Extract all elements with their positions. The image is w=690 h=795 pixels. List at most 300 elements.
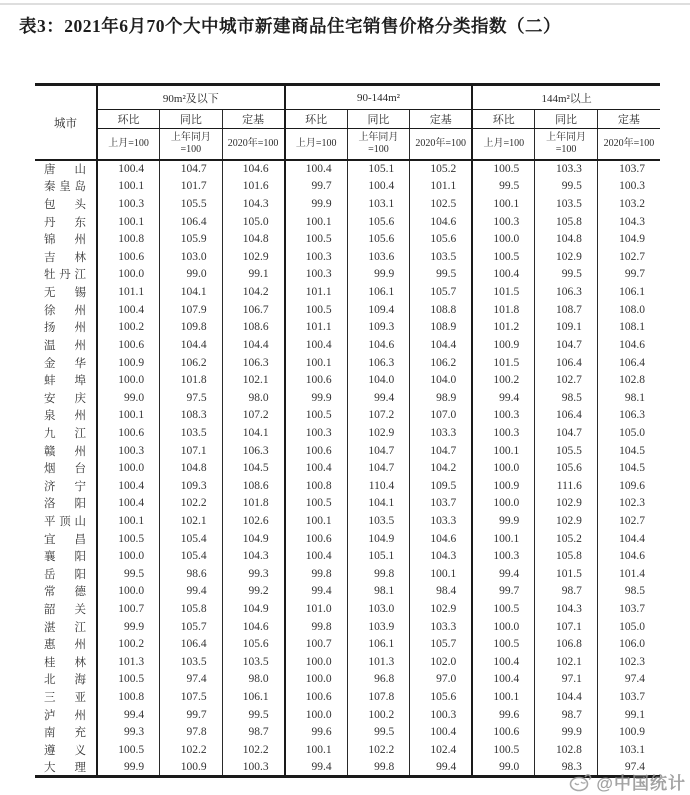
value-cell: 98.9 <box>410 389 473 407</box>
value-cell: 100.6 <box>97 424 160 442</box>
value-cell: 104.6 <box>222 618 285 636</box>
value-cell: 99.9 <box>285 195 348 213</box>
header-base-2020: 2020年=100 <box>410 129 473 161</box>
value-cell: 107.5 <box>160 688 223 706</box>
watermark <box>568 769 686 794</box>
header-base-prev-year: 上年同月=100 <box>535 129 598 161</box>
value-cell: 105.1 <box>347 547 410 565</box>
table-row <box>35 336 660 354</box>
value-cell: 100.9 <box>597 724 660 742</box>
value-cell: 104.8 <box>222 230 285 248</box>
table-row <box>35 283 660 301</box>
value-cell: 102.1 <box>160 512 223 530</box>
table-header <box>35 85 660 161</box>
city-cell: 岳 阳 <box>44 568 87 581</box>
value-cell: 105.9 <box>160 230 223 248</box>
table-row <box>35 407 660 425</box>
value-cell: 110.4 <box>347 477 410 495</box>
value-cell: 104.9 <box>222 530 285 548</box>
value-cell: 100.0 <box>472 459 535 477</box>
value-cell: 104.4 <box>535 688 598 706</box>
value-cell: 99.9 <box>97 759 160 777</box>
price-index-table <box>35 83 660 778</box>
value-cell: 100.6 <box>285 442 348 460</box>
value-cell: 105.1 <box>347 160 410 178</box>
value-cell: 100.3 <box>472 407 535 425</box>
value-cell: 100.3 <box>285 248 348 266</box>
value-cell: 100.1 <box>97 178 160 196</box>
city-cell: 九 江 <box>44 427 87 440</box>
value-cell: 105.0 <box>597 424 660 442</box>
value-cell: 103.3 <box>410 512 473 530</box>
table-row <box>35 160 660 178</box>
value-cell: 106.0 <box>597 635 660 653</box>
value-cell: 106.2 <box>410 354 473 372</box>
table-row <box>35 195 660 213</box>
value-cell: 98.0 <box>222 671 285 689</box>
city-cell: 遵 义 <box>44 744 87 757</box>
value-cell: 99.0 <box>160 266 223 284</box>
value-cell: 97.8 <box>160 724 223 742</box>
value-cell: 102.8 <box>535 741 598 759</box>
value-cell: 102.9 <box>535 495 598 513</box>
value-cell: 101.8 <box>222 495 285 513</box>
value-cell: 100.5 <box>472 160 535 178</box>
city-cell: 吉 林 <box>44 251 87 264</box>
value-cell: 99.7 <box>160 706 223 724</box>
value-cell: 97.4 <box>597 759 660 777</box>
value-cell: 99.6 <box>285 724 348 742</box>
value-cell: 99.9 <box>472 512 535 530</box>
value-cell: 107.1 <box>535 618 598 636</box>
value-cell: 101.5 <box>472 283 535 301</box>
value-cell: 100.0 <box>97 547 160 565</box>
value-cell: 106.1 <box>222 688 285 706</box>
value-cell: 100.6 <box>97 336 160 354</box>
value-cell: 100.1 <box>472 442 535 460</box>
header-fixed-base: 定基 <box>597 110 660 129</box>
value-cell: 104.4 <box>597 530 660 548</box>
value-cell: 100.0 <box>472 230 535 248</box>
value-cell: 109.4 <box>347 301 410 319</box>
value-cell: 104.3 <box>222 195 285 213</box>
header-base-prev-month: 上月=100 <box>472 129 535 161</box>
city-cell: 包 头 <box>44 199 87 212</box>
value-cell: 100.7 <box>285 635 348 653</box>
top-divider <box>0 3 690 5</box>
value-cell: 106.3 <box>535 283 598 301</box>
value-cell: 106.1 <box>597 283 660 301</box>
city-cell: 桂 林 <box>44 656 87 669</box>
value-cell: 100.5 <box>472 248 535 266</box>
value-cell: 98.5 <box>597 583 660 601</box>
value-cell: 100.5 <box>285 495 348 513</box>
value-cell: 104.6 <box>222 160 285 178</box>
value-cell: 108.0 <box>597 301 660 319</box>
value-cell: 99.9 <box>97 618 160 636</box>
value-cell: 100.8 <box>97 688 160 706</box>
value-cell: 105.6 <box>222 635 285 653</box>
header-subrow <box>35 110 660 129</box>
value-cell: 103.9 <box>347 618 410 636</box>
value-cell: 101.3 <box>347 653 410 671</box>
table-row <box>35 178 660 196</box>
table-row <box>35 706 660 724</box>
value-cell: 100.1 <box>472 195 535 213</box>
city-cell: 三 亚 <box>44 692 87 705</box>
value-cell: 105.6 <box>347 213 410 231</box>
value-cell: 100.0 <box>97 371 160 389</box>
value-cell: 100.1 <box>97 407 160 425</box>
table-row <box>35 759 660 777</box>
value-cell: 101.4 <box>597 565 660 583</box>
value-cell: 105.2 <box>535 530 598 548</box>
city-cell: 唐 山 <box>44 164 87 177</box>
value-cell: 99.5 <box>222 706 285 724</box>
value-cell: 100.6 <box>285 371 348 389</box>
value-cell: 101.3 <box>97 653 160 671</box>
value-cell: 100.3 <box>97 442 160 460</box>
value-cell: 106.1 <box>347 283 410 301</box>
value-cell: 99.1 <box>222 266 285 284</box>
value-cell: 101.2 <box>472 318 535 336</box>
value-cell: 100.7 <box>97 600 160 618</box>
value-cell: 100.0 <box>97 266 160 284</box>
value-cell: 101.1 <box>410 178 473 196</box>
value-cell: 99.3 <box>222 565 285 583</box>
value-cell: 104.3 <box>535 600 598 618</box>
value-cell: 101.5 <box>535 565 598 583</box>
value-cell: 101.1 <box>97 283 160 301</box>
value-cell: 99.8 <box>347 759 410 777</box>
header-yoy: 同比 <box>347 110 410 129</box>
value-cell: 102.7 <box>535 371 598 389</box>
value-cell: 99.4 <box>285 583 348 601</box>
value-cell: 99.8 <box>347 565 410 583</box>
value-cell: 104.6 <box>410 530 473 548</box>
value-cell: 100.4 <box>472 671 535 689</box>
city-cell: 秦 皇 岛 <box>44 181 87 194</box>
value-cell: 102.9 <box>535 512 598 530</box>
table-row <box>35 477 660 495</box>
city-cell: 扬 州 <box>44 322 87 335</box>
value-cell: 109.3 <box>347 318 410 336</box>
value-cell: 101.8 <box>472 301 535 319</box>
value-cell: 104.7 <box>347 442 410 460</box>
value-cell: 102.5 <box>410 195 473 213</box>
value-cell: 100.0 <box>472 495 535 513</box>
value-cell: 100.6 <box>472 724 535 742</box>
value-cell: 109.5 <box>410 477 473 495</box>
city-cell: 平 顶 山 <box>44 515 87 528</box>
city-cell: 北 海 <box>44 674 87 687</box>
city-cell: 蚌 埠 <box>44 375 87 388</box>
city-cell: 金 华 <box>44 357 87 370</box>
table-row <box>35 442 660 460</box>
value-cell: 100.6 <box>285 530 348 548</box>
table-row <box>35 741 660 759</box>
table-row <box>35 230 660 248</box>
city-cell: 泉 州 <box>44 410 87 423</box>
value-cell: 104.2 <box>222 283 285 301</box>
value-cell: 100.1 <box>472 688 535 706</box>
value-cell: 103.0 <box>347 600 410 618</box>
value-cell: 105.6 <box>410 230 473 248</box>
value-cell: 100.5 <box>472 635 535 653</box>
value-cell: 102.9 <box>410 600 473 618</box>
value-cell: 102.2 <box>160 495 223 513</box>
value-cell: 106.3 <box>597 407 660 425</box>
value-cell: 100.3 <box>472 547 535 565</box>
table-row <box>35 301 660 319</box>
table-row <box>35 618 660 636</box>
value-cell: 104.4 <box>222 336 285 354</box>
header-fixed-base: 定基 <box>410 110 473 129</box>
value-cell: 99.1 <box>597 706 660 724</box>
value-cell: 103.1 <box>597 741 660 759</box>
value-cell: 102.2 <box>222 741 285 759</box>
value-cell: 99.4 <box>97 706 160 724</box>
value-cell: 105.6 <box>347 230 410 248</box>
value-cell: 100.4 <box>472 266 535 284</box>
value-cell: 103.3 <box>410 618 473 636</box>
value-cell: 102.7 <box>597 248 660 266</box>
value-cell: 102.8 <box>597 371 660 389</box>
value-cell: 102.3 <box>597 495 660 513</box>
value-cell: 99.5 <box>410 266 473 284</box>
value-cell: 99.5 <box>535 266 598 284</box>
value-cell: 100.2 <box>97 318 160 336</box>
value-cell: 99.2 <box>222 583 285 601</box>
value-cell: 98.4 <box>410 583 473 601</box>
value-cell: 99.4 <box>472 565 535 583</box>
value-cell: 100.4 <box>285 160 348 178</box>
value-cell: 101.8 <box>160 371 223 389</box>
value-cell: 100.4 <box>97 301 160 319</box>
value-cell: 104.1 <box>222 424 285 442</box>
value-cell: 105.2 <box>410 160 473 178</box>
value-cell: 103.7 <box>597 160 660 178</box>
value-cell: 102.2 <box>160 741 223 759</box>
value-cell: 99.4 <box>285 759 348 777</box>
value-cell: 100.4 <box>347 178 410 196</box>
value-cell: 100.0 <box>97 459 160 477</box>
table-row <box>35 565 660 583</box>
value-cell: 99.8 <box>285 618 348 636</box>
value-cell: 106.1 <box>347 635 410 653</box>
value-cell: 103.3 <box>410 424 473 442</box>
value-cell: 99.4 <box>160 583 223 601</box>
value-cell: 105.8 <box>160 600 223 618</box>
value-cell: 100.3 <box>597 178 660 196</box>
value-cell: 103.5 <box>222 653 285 671</box>
value-cell: 100.9 <box>472 477 535 495</box>
value-cell: 100.9 <box>160 759 223 777</box>
value-cell: 106.4 <box>597 354 660 372</box>
value-cell: 100.1 <box>285 741 348 759</box>
value-cell: 102.6 <box>222 512 285 530</box>
city-cell: 锦 州 <box>44 234 87 247</box>
value-cell: 100.5 <box>285 407 348 425</box>
table-row <box>35 266 660 284</box>
value-cell: 100.4 <box>410 724 473 742</box>
value-cell: 97.4 <box>160 671 223 689</box>
value-cell: 100.2 <box>472 371 535 389</box>
value-cell: 100.0 <box>472 618 535 636</box>
table-row <box>35 653 660 671</box>
value-cell: 103.5 <box>160 424 223 442</box>
city-cell: 温 州 <box>44 339 87 352</box>
value-cell: 104.7 <box>160 160 223 178</box>
value-cell: 103.2 <box>597 195 660 213</box>
watermark-text: @中国统计 <box>596 774 686 793</box>
value-cell: 107.1 <box>160 442 223 460</box>
value-cell: 100.8 <box>97 230 160 248</box>
value-cell: 104.0 <box>347 371 410 389</box>
value-cell: 98.7 <box>535 583 598 601</box>
value-cell: 107.2 <box>347 407 410 425</box>
value-cell: 99.9 <box>347 266 410 284</box>
value-cell: 103.5 <box>160 653 223 671</box>
value-cell: 107.0 <box>410 407 473 425</box>
value-cell: 100.0 <box>285 653 348 671</box>
value-cell: 104.2 <box>410 459 473 477</box>
value-cell: 103.5 <box>535 195 598 213</box>
table-row <box>35 547 660 565</box>
table-body <box>35 160 660 776</box>
city-cell: 无 锡 <box>44 287 87 300</box>
value-cell: 105.7 <box>160 618 223 636</box>
value-cell: 99.8 <box>285 565 348 583</box>
value-cell: 100.0 <box>285 671 348 689</box>
value-cell: 100.4 <box>285 547 348 565</box>
value-cell: 108.9 <box>410 318 473 336</box>
value-cell: 98.3 <box>535 759 598 777</box>
value-cell: 106.4 <box>160 635 223 653</box>
header-city: 城市 <box>35 85 97 161</box>
value-cell: 104.6 <box>597 336 660 354</box>
city-cell: 常 德 <box>44 586 87 599</box>
value-cell: 105.5 <box>160 195 223 213</box>
value-cell: 104.6 <box>410 213 473 231</box>
value-cell: 100.3 <box>285 424 348 442</box>
value-cell: 104.5 <box>222 459 285 477</box>
value-cell: 97.0 <box>410 671 473 689</box>
value-cell: 109.1 <box>535 318 598 336</box>
value-cell: 96.8 <box>347 671 410 689</box>
city-cell: 大 理 <box>44 761 87 774</box>
value-cell: 103.7 <box>597 688 660 706</box>
value-cell: 101.1 <box>285 318 348 336</box>
value-cell: 102.9 <box>535 248 598 266</box>
city-cell: 丹 东 <box>44 216 87 229</box>
city-cell: 宜 昌 <box>44 533 87 546</box>
city-cell: 湛 江 <box>44 621 87 634</box>
value-cell: 108.6 <box>222 318 285 336</box>
value-cell: 98.1 <box>347 583 410 601</box>
value-cell: 105.5 <box>535 442 598 460</box>
value-cell: 102.9 <box>222 248 285 266</box>
value-cell: 101.7 <box>160 178 223 196</box>
value-cell: 100.4 <box>97 495 160 513</box>
value-cell: 107.8 <box>347 688 410 706</box>
value-cell: 105.6 <box>535 459 598 477</box>
value-cell: 100.5 <box>97 671 160 689</box>
value-cell: 100.4 <box>97 477 160 495</box>
header-base-prev-month: 上月=100 <box>97 129 160 161</box>
value-cell: 98.1 <box>597 389 660 407</box>
value-cell: 103.3 <box>535 160 598 178</box>
value-cell: 100.3 <box>222 759 285 777</box>
value-cell: 108.1 <box>597 318 660 336</box>
value-cell: 100.5 <box>285 230 348 248</box>
value-cell: 100.4 <box>285 459 348 477</box>
table-row <box>35 600 660 618</box>
value-cell: 105.6 <box>410 688 473 706</box>
value-cell: 105.7 <box>410 283 473 301</box>
city-cell: 南 充 <box>44 727 87 740</box>
table-row <box>35 371 660 389</box>
value-cell: 104.9 <box>347 530 410 548</box>
value-cell: 105.0 <box>597 618 660 636</box>
table-row <box>35 424 660 442</box>
value-cell: 104.5 <box>597 459 660 477</box>
value-cell: 104.8 <box>535 230 598 248</box>
value-cell: 99.4 <box>347 389 410 407</box>
value-cell: 100.4 <box>285 336 348 354</box>
value-cell: 100.1 <box>97 213 160 231</box>
value-cell: 104.6 <box>347 336 410 354</box>
table-row <box>35 583 660 601</box>
table-row <box>35 688 660 706</box>
value-cell: 107.9 <box>160 301 223 319</box>
value-cell: 99.3 <box>97 724 160 742</box>
table-row <box>35 213 660 231</box>
value-cell: 98.0 <box>222 389 285 407</box>
value-cell: 106.3 <box>347 354 410 372</box>
header-mom: 环比 <box>472 110 535 129</box>
value-cell: 103.5 <box>410 248 473 266</box>
value-cell: 105.8 <box>535 547 598 565</box>
value-cell: 103.7 <box>410 495 473 513</box>
value-cell: 100.1 <box>285 354 348 372</box>
value-cell: 103.1 <box>347 195 410 213</box>
value-cell: 106.4 <box>160 213 223 231</box>
city-cell: 济 宁 <box>44 480 87 493</box>
city-cell: 赣 州 <box>44 445 87 458</box>
value-cell: 100.6 <box>97 248 160 266</box>
value-cell: 101.1 <box>285 283 348 301</box>
value-cell: 104.7 <box>535 336 598 354</box>
value-cell: 109.6 <box>597 477 660 495</box>
value-cell: 99.7 <box>472 583 535 601</box>
value-cell: 108.3 <box>160 407 223 425</box>
value-cell: 99.5 <box>97 565 160 583</box>
value-cell: 108.8 <box>410 301 473 319</box>
header-base-prev-year: 上年同月=100 <box>160 129 223 161</box>
value-cell: 102.1 <box>222 371 285 389</box>
value-cell: 104.7 <box>347 459 410 477</box>
value-cell: 99.7 <box>285 178 348 196</box>
value-cell: 106.7 <box>222 301 285 319</box>
value-cell: 100.5 <box>97 741 160 759</box>
value-cell: 104.3 <box>222 547 285 565</box>
value-cell: 109.8 <box>160 318 223 336</box>
value-cell: 99.5 <box>535 178 598 196</box>
value-cell: 105.0 <box>222 213 285 231</box>
value-cell: 99.7 <box>597 266 660 284</box>
value-cell: 100.1 <box>285 213 348 231</box>
